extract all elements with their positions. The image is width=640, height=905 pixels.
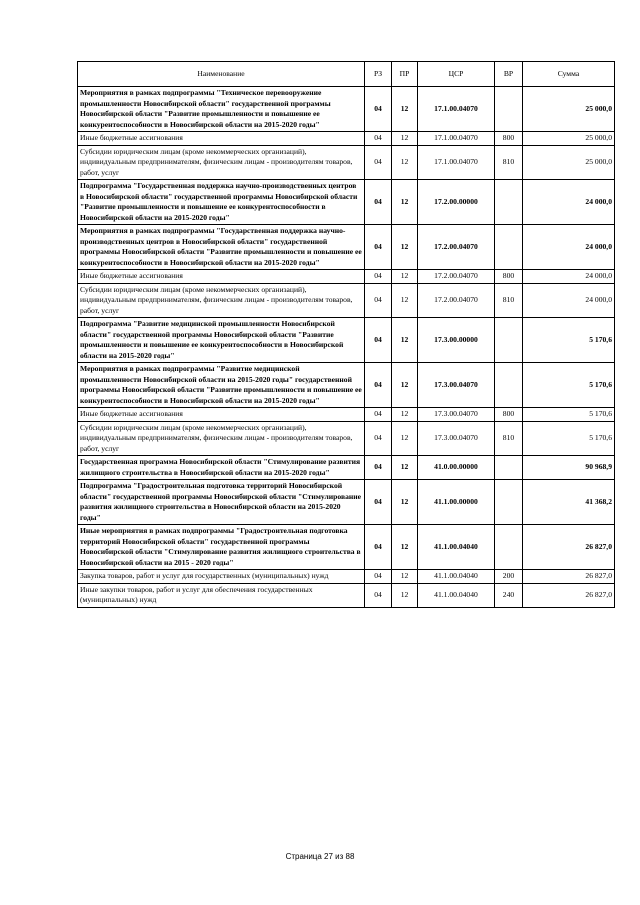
cell-sum: 5 170,6 [523,421,615,456]
cell-rz: 04 [365,87,392,132]
cell-vr [495,480,523,525]
cell-pr: 12 [392,525,418,570]
cell-vr: 800 [495,132,523,146]
cell-sum: 26 827,0 [523,570,615,584]
cell-vr: 800 [495,408,523,422]
cell-name: Государственная программа Новосибирской области "Стимулирование развития жилищного строительства в Новосибирской области на 2015-2020 годы" [78,456,365,480]
cell-sum: 24 000,0 [523,225,615,270]
cell-name: Подпрограмма "Государственная поддержка научно-производственных центров в Новосибирской области" государственной программы Новосибирской области "Развитие промышленности и повышение ее конкурентоспособности в Новосибирской области на 2015-2020 годы" [78,180,365,225]
cell-pr: 12 [392,87,418,132]
cell-pr: 12 [392,132,418,146]
cell-csr: 17.1.00.04070 [418,132,495,146]
cell-sum: 25 000,0 [523,87,615,132]
cell-vr: 810 [495,145,523,180]
column-header-csr: ЦСР [418,62,495,87]
cell-name: Иные мероприятия в рамках подпрограммы "Градостроительная подготовка территорий Новосибирской области" государственной программы Новосибирской области "Стимулирование развития жилищного строительства в Новосибирской области на 2015 - 2020 годы" [78,525,365,570]
cell-sum: 5 170,6 [523,363,615,408]
table-row [78,145,615,180]
cell-name: Подпрограмма "Развитие медицинской промышленности Новосибирской области" государственной программы Новосибирской области "Развитие промышленности и повышение ее конкурентоспособности в Новосибирской области на 2015-2020 годы" [78,318,365,363]
table-row [78,583,615,607]
cell-name: Иные бюджетные ассигнования [78,408,365,422]
table-body [78,87,615,608]
cell-sum: 5 170,6 [523,318,615,363]
table-row [78,225,615,270]
cell-sum: 24 000,0 [523,270,615,284]
cell-pr: 12 [392,570,418,584]
cell-vr [495,225,523,270]
cell-csr: 17.1.00.04070 [418,87,495,132]
cell-pr: 12 [392,480,418,525]
table-row [78,283,615,318]
cell-pr: 12 [392,270,418,284]
cell-name: Подпрограмма "Градостроительная подготовка территорий Новосибирской области" государственной программы Новосибирской области "Стимулирование развития жилищного строительства в Новосибирской области на 2015-2020 годы" [78,480,365,525]
table-row [78,87,615,132]
cell-csr: 17.3.00.00000 [418,318,495,363]
cell-rz: 04 [365,318,392,363]
column-header-name: Наименование [78,62,365,87]
cell-rz: 04 [365,583,392,607]
cell-sum: 24 000,0 [523,180,615,225]
cell-vr [495,180,523,225]
cell-name: Иные закупки товаров, работ и услуг для обеспечения государственных (муниципальных) нужд [78,583,365,607]
cell-csr: 41.1.00.00000 [418,480,495,525]
page-number: Страница 27 из 88 [285,852,355,861]
cell-rz: 04 [365,525,392,570]
cell-pr: 12 [392,408,418,422]
cell-rz: 04 [365,180,392,225]
cell-csr: 17.2.00.04070 [418,270,495,284]
cell-rz: 04 [365,363,392,408]
cell-rz: 04 [365,225,392,270]
cell-rz: 04 [365,132,392,146]
cell-pr: 12 [392,583,418,607]
cell-name: Мероприятия в рамках подпрограммы "Техническое перевооружение промышленности Новосибирской области" государственной программы Новосибирской области "Развитие промышленности и повышение ее конкурентоспособности в Новосибирской области на 2015-2020 годы" [78,87,365,132]
cell-name: Субсидии юридическим лицам (кроме некоммерческих организаций), индивидуальным предпринимателям, физическим лицам - производителям товаров, работ, услуг [78,283,365,318]
cell-rz: 04 [365,570,392,584]
cell-csr: 17.2.00.04070 [418,283,495,318]
cell-csr: 41.1.00.04040 [418,583,495,607]
cell-sum: 25 000,0 [523,145,615,180]
cell-csr: 17.3.00.04070 [418,363,495,408]
cell-sum: 26 827,0 [523,583,615,607]
cell-vr [495,363,523,408]
table-row [78,270,615,284]
cell-vr [495,456,523,480]
table-header-row [78,62,615,87]
cell-rz: 04 [365,408,392,422]
cell-name: Иные бюджетные ассигнования [78,270,365,284]
cell-sum: 41 368,2 [523,480,615,525]
cell-csr: 17.1.00.04070 [418,145,495,180]
cell-pr: 12 [392,421,418,456]
cell-name: Закупка товаров, работ и услуг для государственных (муниципальных) нужд [78,570,365,584]
table-row [78,570,615,584]
cell-name: Субсидии юридическим лицам (кроме некоммерческих организаций), индивидуальным предпринимателям, физическим лицам - производителям товаров, работ, услуг [78,145,365,180]
cell-pr: 12 [392,363,418,408]
cell-rz: 04 [365,270,392,284]
cell-vr: 810 [495,421,523,456]
cell-rz: 04 [365,480,392,525]
table-row [78,525,615,570]
cell-sum: 24 000,0 [523,283,615,318]
cell-name: Мероприятия в рамках подпрограммы "Развитие медицинской промышленности Новосибирской области на 2015-2020 годы" государственной программы Новосибирской области "Развитие промышленности и повышение ее конкурентоспособности в Новосибирской области на 2015-2020 годы" [78,363,365,408]
cell-csr: 41.1.00.04040 [418,570,495,584]
cell-vr: 800 [495,270,523,284]
cell-sum: 90 968,9 [523,456,615,480]
cell-pr: 12 [392,283,418,318]
cell-pr: 12 [392,180,418,225]
cell-vr: 200 [495,570,523,584]
column-header-sum: Сумма [523,62,615,87]
cell-rz: 04 [365,421,392,456]
cell-name: Субсидии юридическим лицам (кроме некоммерческих организаций), индивидуальным предпринимателям, физическим лицам - производителям товаров, работ, услуг [78,421,365,456]
cell-pr: 12 [392,456,418,480]
cell-sum: 5 170,6 [523,408,615,422]
cell-pr: 12 [392,225,418,270]
cell-rz: 04 [365,145,392,180]
table-row [78,363,615,408]
table-row [78,132,615,146]
budget-table [77,61,615,608]
cell-vr: 810 [495,283,523,318]
cell-vr: 240 [495,583,523,607]
cell-sum: 25 000,0 [523,132,615,146]
table-row [78,421,615,456]
cell-vr [495,318,523,363]
cell-pr: 12 [392,318,418,363]
table-row [78,456,615,480]
cell-name: Мероприятия в рамках подпрограммы "Государственная поддержка научно-производственных центров в Новосибирской области" государственной программы Новосибирской области "Развитие промышленности и повышение ее конкурентоспособности в Новосибирской области на 2015-2020 годы" [78,225,365,270]
cell-vr [495,87,523,132]
cell-pr: 12 [392,145,418,180]
column-header-pr: ПР [392,62,418,87]
cell-csr: 17.2.00.00000 [418,180,495,225]
cell-csr: 17.2.00.04070 [418,225,495,270]
cell-name: Иные бюджетные ассигнования [78,132,365,146]
table-row [78,408,615,422]
table-row [78,318,615,363]
cell-rz: 04 [365,456,392,480]
table-row [78,180,615,225]
cell-vr [495,525,523,570]
cell-rz: 04 [365,283,392,318]
column-header-rz: РЗ [365,62,392,87]
column-header-vr: ВР [495,62,523,87]
cell-csr: 17.3.00.04070 [418,421,495,456]
cell-sum: 26 827,0 [523,525,615,570]
cell-csr: 41.1.00.04040 [418,525,495,570]
cell-csr: 17.3.00.04070 [418,408,495,422]
cell-csr: 41.0.00.00000 [418,456,495,480]
table-row [78,480,615,525]
